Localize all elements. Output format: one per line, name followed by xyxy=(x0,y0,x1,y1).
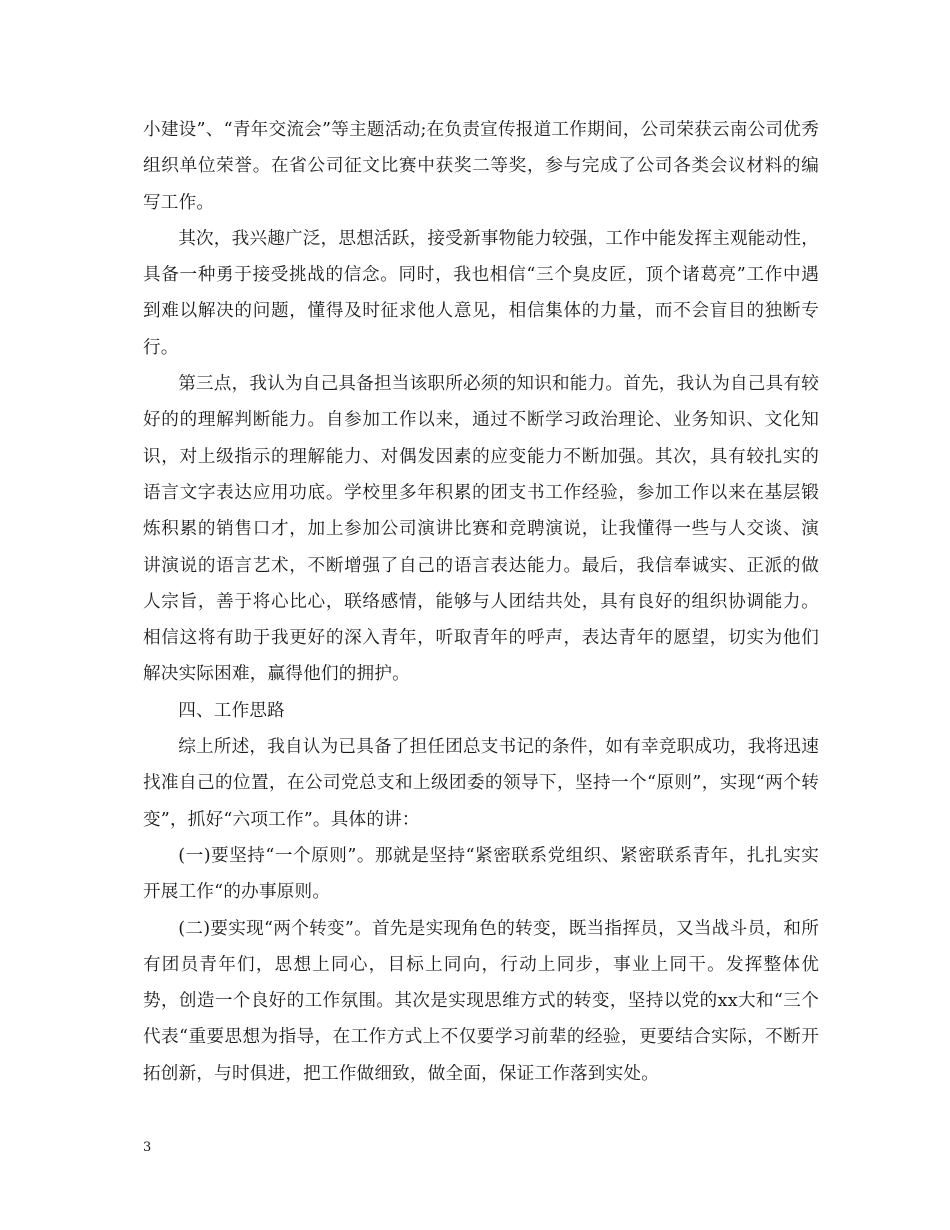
paragraph-6: (一)要坚持“一个原则”。那就是坚持“紧密联系党组织、紧密联系青年，扎扎实实开展工作“的办事原则。 xyxy=(143,845,819,903)
paragraph-1: 小建设”、“青年交流会”等主题活动;在负责宣传报道工作期间，公司荣获云南公司优秀组织单位荣誉。在省公司征文比赛中获奖二等奖，参与完成了公司各类会议材料的编写工作。 xyxy=(143,120,819,213)
paragraph-2: 其次，我兴趣广泛，思想活跃，接受新事物能力较强，工作中能发挥主观能动性，具备一种勇于接受挑战的信念。同时，我也相信“三个臭皮匠，顶个诸葛亮”工作中遇到难以解决的问题，懂得及时征求他人意见，相信集体的力量，而不会盲目的独断专行。 xyxy=(143,228,819,358)
page-number: 3 xyxy=(143,1140,152,1155)
document-body xyxy=(143,112,819,1092)
paragraph-3: 第三点，我认为自己具备担当该职所必须的知识和能力。首先，我认为自己具有较好的的理解判断能力。自参加工作以来，通过不断学习政治理论、业务知识、文化知识，对上级指示的理解能力、对偶发因素的应变能力不断加强。其次，具有较扎实的语言文字表达应用功底。学校里多年积累的团支书工作经验，参加工作以来在基层锻炼积累的销售口才，加上参加公司演讲比赛和竞聘演说，让我懂得一些与人交谈、演讲演说的语言艺术，不断增强了自己的语言表达能力。最后，我信奉诚实、正派的做人宗旨，善于将心比心，联络感情，能够与人团结共处，具有良好的组织协调能力。相信这将有助于我更好的深入青年，听取青年的呼声，表达青年的愿望，切实为他们解决实际困难，赢得他们的拥护。 xyxy=(143,374,819,685)
section-heading-work-plan: 四、工作思路 xyxy=(178,700,285,721)
paragraph-5: 综上所述，我自认为已具备了担任团总支书记的条件，如有幸竞职成功，我将迅速找准自己的位置，在公司党总支和上级团委的领导下，坚持一个“原则”，实现“两个转变”，抓好“六项工作”。具体的讲： xyxy=(143,737,819,830)
paragraph-7: (二)要实现“两个转变”。首先是实现角色的转变，既当指挥员，又当战斗员，和所有团员青年们，思想上同心，目标上同向，行动上同步，事业上同干。发挥整体优势，创造一个良好的工作氛围。其次是实现思维方式的转变，坚持以党的xx大和“三个代表“重要思想为指导，在工作方式上不仅要学习前辈的经验，更要结合实际，不断开拓创新，与时俱进，把工作做细致，做全面，保证工作落到实处。 xyxy=(143,918,819,1084)
